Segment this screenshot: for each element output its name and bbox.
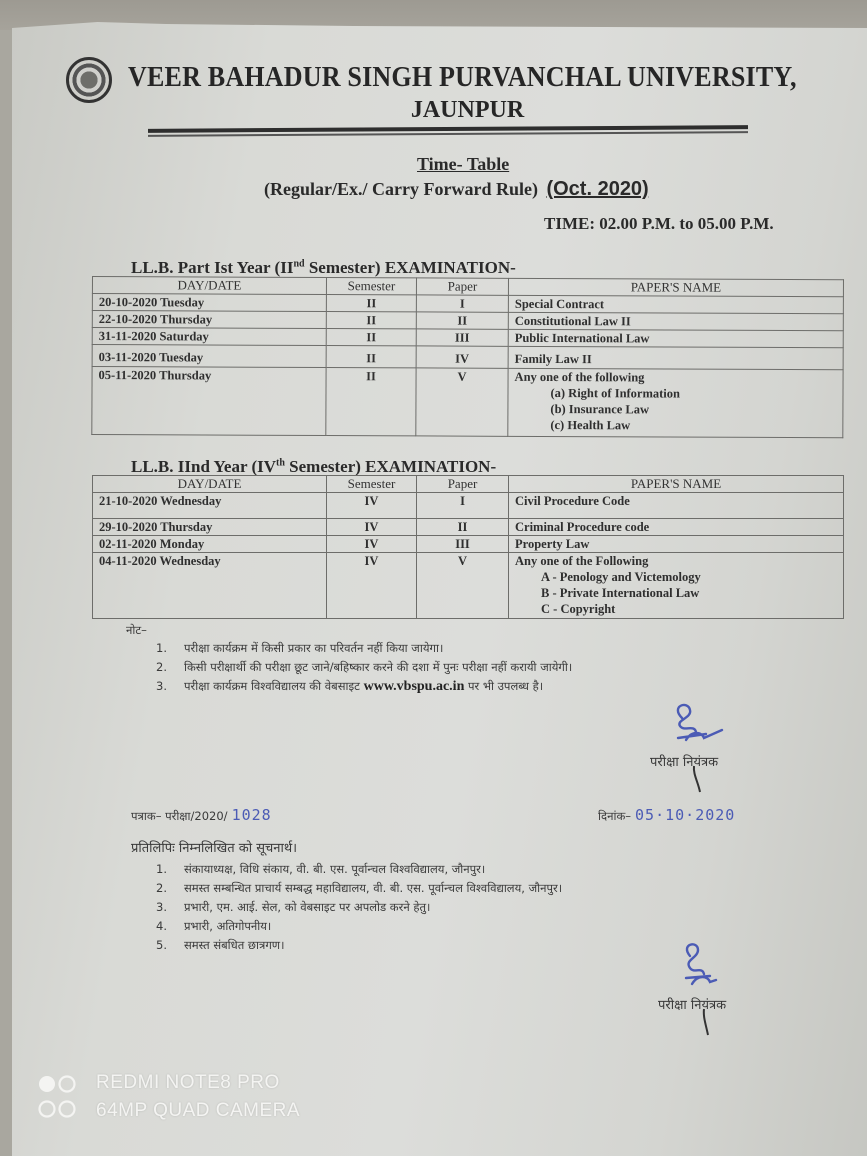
cell-paper: IV xyxy=(416,346,508,368)
table-row xyxy=(93,553,844,619)
cell-paper-name: Special Contract xyxy=(508,295,843,313)
cell-semester: II xyxy=(326,368,416,436)
column-header: Semester xyxy=(327,476,417,493)
controller-designation: परीक्षा नियंत्रक xyxy=(650,755,719,770)
paper-option: C - Copyright xyxy=(541,602,616,616)
cell-semester: II xyxy=(326,295,416,312)
cell-semester: IV xyxy=(327,536,417,553)
note-item xyxy=(156,679,572,695)
cell-date: 03-11-2020 Tuesday xyxy=(92,345,326,368)
table-row xyxy=(92,367,843,438)
column-header: Paper xyxy=(417,476,509,493)
section1-title-pre: LL.B. Part Ist Year (II xyxy=(131,258,294,277)
cell-date: 02-11-2020 Monday xyxy=(93,536,327,553)
cell-paper: I xyxy=(416,295,508,312)
section1-title xyxy=(131,258,516,278)
paper-name-heading: Any one of the Following xyxy=(515,554,649,568)
table-row xyxy=(93,519,844,536)
cell-paper-name xyxy=(508,368,843,437)
copy-text: प्रभारी, एम. आई. सेल, को वेबसाइट पर अपलोड करने हेतु। xyxy=(184,900,431,914)
cell-semester: II xyxy=(326,346,416,368)
university-city: JAUNPUR xyxy=(410,97,525,123)
note-item xyxy=(156,660,572,675)
copy-text: समस्त संबधित छात्रगण। xyxy=(184,938,285,952)
reference-line xyxy=(131,806,272,825)
column-header: PAPER'S NAME xyxy=(508,278,843,296)
table-header-row xyxy=(93,476,844,493)
website-link[interactable]: www.vbspu.ac.in xyxy=(363,679,465,694)
cell-paper: II xyxy=(416,312,508,329)
copy-number: 5. xyxy=(156,938,167,952)
cell-paper-name: Criminal Procedure code xyxy=(509,519,844,536)
table-row xyxy=(93,493,844,519)
notes-label: नोट– xyxy=(126,623,147,637)
copy-item xyxy=(156,862,562,877)
copy-number: 3. xyxy=(156,900,167,914)
section2-title-pre: LL.B. IInd Year (IV xyxy=(131,457,277,476)
cell-paper-name: Public International Law xyxy=(508,329,843,347)
copy-text: प्रभारी, अतिगोपनीय। xyxy=(184,919,272,933)
paper-option: (b) Insurance Law xyxy=(550,402,650,417)
cell-paper: III xyxy=(416,329,508,346)
section2-title xyxy=(131,457,496,477)
copy-number: 2. xyxy=(156,881,167,895)
cell-paper-name: Civil Procedure Code xyxy=(509,493,844,519)
note-text: किसी परीक्षार्थी की परीक्षा छूट जाने/बहिष्कार करने की दशा में पुनः परीक्षा नहीं करायी जायेगी। xyxy=(184,660,573,674)
reference-label: पत्राक– परीक्षा/2020/ xyxy=(131,809,228,823)
university-name: VEER BAHADUR SINGH PURVANCHAL UNIVERSITY, xyxy=(128,62,797,93)
column-header: Paper xyxy=(416,278,508,295)
paper-option: (c) Health Law xyxy=(550,418,631,433)
copy-number: 4. xyxy=(156,919,167,933)
note-text: पर भी उपलब्ध है। xyxy=(464,679,544,693)
signature-icon xyxy=(660,700,740,748)
camera-spec: 64MP QUAD CAMERA xyxy=(96,1100,301,1121)
cell-date: 22-10-2020 Thursday xyxy=(92,311,326,329)
copy-item xyxy=(156,919,562,934)
cell-paper-name: Constitutional Law II xyxy=(508,312,843,330)
cell-paper-name: Property Law xyxy=(509,536,844,553)
table-row xyxy=(93,536,844,553)
controller-designation: परीक्षा नियंत्रक xyxy=(658,998,727,1013)
copy-to-list xyxy=(156,862,562,957)
cell-date: 21-10-2020 Wednesday xyxy=(93,493,327,519)
cell-semester: II xyxy=(326,312,416,329)
cell-semester: IV xyxy=(327,553,417,619)
notes-list xyxy=(156,641,572,699)
copy-to-label: प्रतिलिपिः निम्नलिखित को सूचनार्थ। xyxy=(131,841,298,856)
copy-item xyxy=(156,900,562,915)
note-text: परीक्षा कार्यक्रम में किसी प्रकार का परिवर्तन नहीं किया जायेगा। xyxy=(184,641,444,655)
note-number: 2. xyxy=(156,660,167,674)
section1-title-sup: nd xyxy=(293,258,305,270)
section2-table xyxy=(92,475,844,619)
section2-title-post: Semester) EXAMINATION- xyxy=(284,457,497,476)
date-label: दिनांक– xyxy=(598,809,632,823)
note-item xyxy=(156,641,572,656)
column-header: DAY/DATE xyxy=(92,277,326,295)
cell-paper-name: Family Law II xyxy=(508,346,843,369)
cell-semester: II xyxy=(326,329,416,346)
cell-date: 29-10-2020 Thursday xyxy=(93,519,327,536)
copy-item xyxy=(156,938,562,953)
cell-date: 31-11-2020 Saturday xyxy=(92,328,326,346)
cell-paper: V xyxy=(416,368,508,436)
cell-paper-name xyxy=(509,553,844,619)
table-row xyxy=(92,345,843,370)
paper-option: (a) Right of Information xyxy=(550,386,681,401)
copy-number: 1. xyxy=(156,862,167,876)
issue-date: 05·10·2020 xyxy=(635,806,736,824)
note-number: 1. xyxy=(156,641,167,655)
pen-stroke-icon xyxy=(690,764,710,794)
pen-stroke-icon xyxy=(698,1007,718,1037)
section1-table xyxy=(91,276,844,438)
exam-time: TIME: 02.00 P.M. to 05.00 P.M. xyxy=(544,214,774,233)
note-text: परीक्षा कार्यक्रम विश्वविद्यालय की वेबसाइट xyxy=(184,679,364,693)
cell-paper: I xyxy=(417,493,509,519)
cell-date: 04-11-2020 Wednesday xyxy=(93,553,327,619)
note-number: 3. xyxy=(156,679,167,693)
copy-item xyxy=(156,881,562,896)
cell-paper: III xyxy=(417,536,509,553)
paper-option: A - Penology and Victemology xyxy=(541,570,701,584)
session-label: (Oct. 2020) xyxy=(546,178,649,200)
section1-title-post: Semester) EXAMINATION- xyxy=(304,258,516,277)
column-header: DAY/DATE xyxy=(93,476,327,493)
paper-option: B - Private International Law xyxy=(541,586,700,600)
cell-semester: IV xyxy=(327,519,417,536)
camera-watermark-logo-icon xyxy=(36,1074,82,1120)
cell-paper: II xyxy=(417,519,509,536)
section2-title-sup: th xyxy=(276,457,285,469)
copy-text: समस्त सम्बन्धित प्राचार्य सम्बद्ध महाविद्यालय, वी. बी. एस. पूर्वान्चल विश्वविद्यालय, जौनपुर। xyxy=(184,881,563,895)
copy-text: संकायाध्यक्ष, विधि संकाय, वी. बी. एस. पूर्वान्चल विश्वविद्यालय, जौनपुर। xyxy=(184,862,486,876)
rule-label: (Regular/Ex./ Carry Forward Rule) xyxy=(264,179,538,199)
column-header: Semester xyxy=(326,278,416,295)
timetable-subtitle xyxy=(264,178,649,201)
cell-date: 20-10-2020 Tuesday xyxy=(92,294,326,312)
camera-model: REDMI NOTE8 PRO xyxy=(96,1072,280,1093)
column-header: PAPER'S NAME xyxy=(509,476,844,493)
cell-paper: V xyxy=(417,553,509,619)
reference-number: 1028 xyxy=(231,806,272,824)
cell-date: 05-11-2020 Thursday xyxy=(92,367,326,436)
timetable-title: Time- Table xyxy=(417,154,510,174)
date-line xyxy=(598,806,735,825)
paper-name-heading: Any one of the following xyxy=(514,369,645,385)
signature-icon xyxy=(670,940,740,990)
cell-semester: IV xyxy=(327,493,417,519)
